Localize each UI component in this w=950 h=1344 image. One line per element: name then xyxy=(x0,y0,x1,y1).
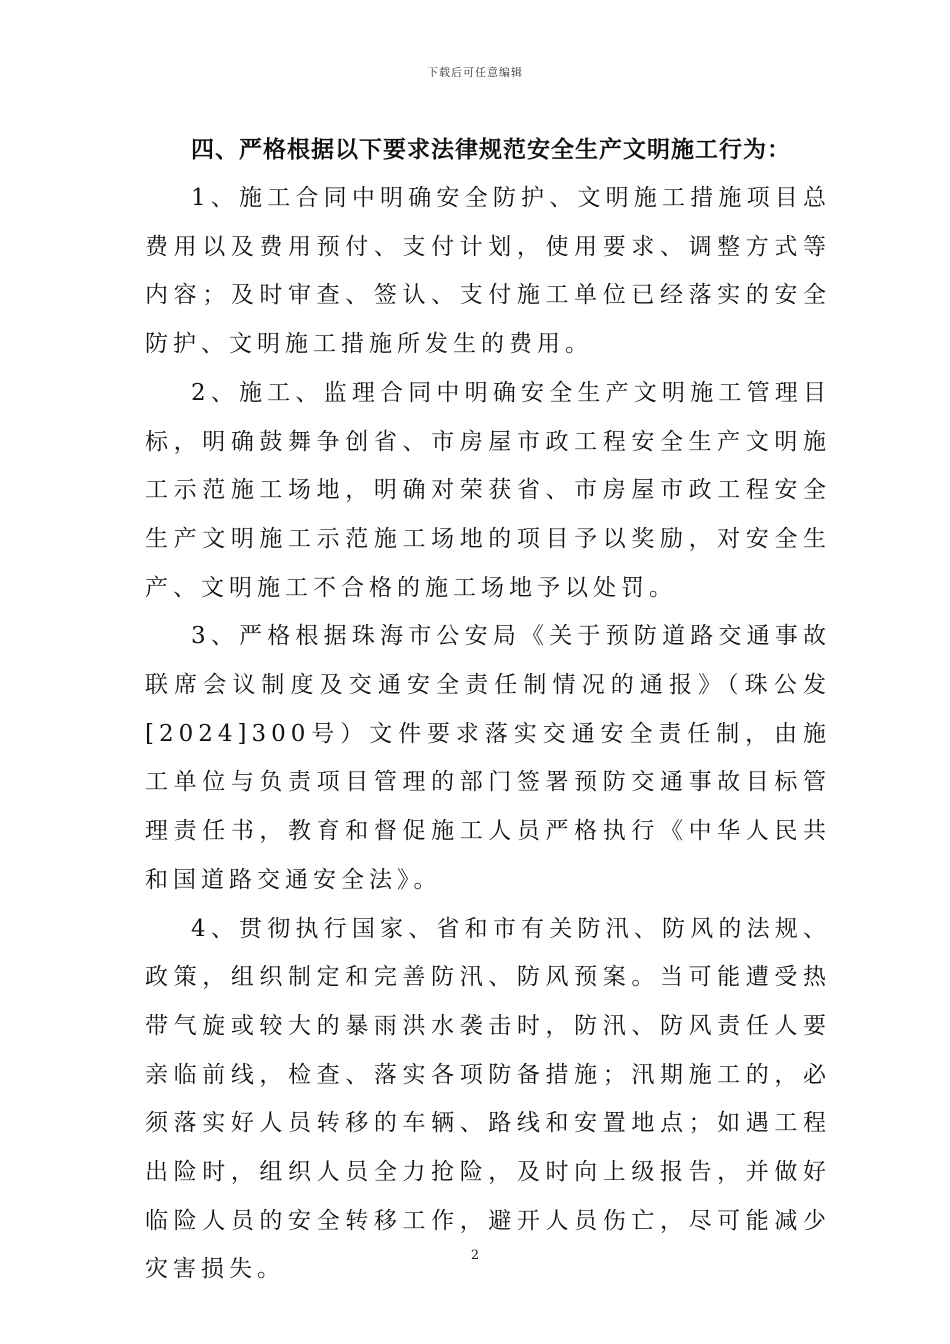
section-heading: 四、严格根据以下要求法律规范安全生产文明施工行为： xyxy=(191,137,791,163)
page-number: 2 xyxy=(470,1248,480,1263)
paragraph-4: 4、贯彻执行国家、省和市有关防汛、防风的法规、政策，组织制定和完善防汛、防风预案。当可能遭受热带气旋或较大的暴雨洪水袭击时，防汛、防风责任人要亲临前线，检查、落实各项防备措施；汛期施工的，必须落实好人员转移的车辆、路线和安置地点；如遇工程出险时，组织人员全力抢险，及时向上级报告，并做好临险人员的安全转移工作，避开人员伤亡，尽可能减少灾害损失。 xyxy=(145,915,831,1283)
paragraph-1: 1、施工合同中明确安全防护、文明施工措施项目总费用以及费用预付、支付计划，使用要求、调整方式等内容；及时审查、签认、支付施工单位已经落实的安全防护、文明施工措施所发生的费用。 xyxy=(145,185,831,358)
paragraph-2: 2、施工、监理合同中明确安全生产文明施工管理目标，明确鼓舞争创省、市房屋市政工程安全生产文明施工示范施工场地，明确对荣获省、市房屋市政工程安全生产文明施工示范施工场地的项目予以奖励，对安全生产、文明施工不合格的施工场地予以处罚。 xyxy=(145,379,831,601)
document-body xyxy=(145,126,831,1294)
paragraph-3: 3、严格根据珠海市公安局《关于预防道路交通事故联席会议制度及交通安全责任制情况的通报》（珠公发[2024]300号）文件要求落实交通安全责任制，由施工单位与负责项目管理的部门签署预防交通事故目标管理责任书，教育和督促施工人员严格执行《中华人民共和国道路交通安全法》。 xyxy=(145,623,831,893)
header-note: 下载后可任意编辑 xyxy=(427,66,523,79)
